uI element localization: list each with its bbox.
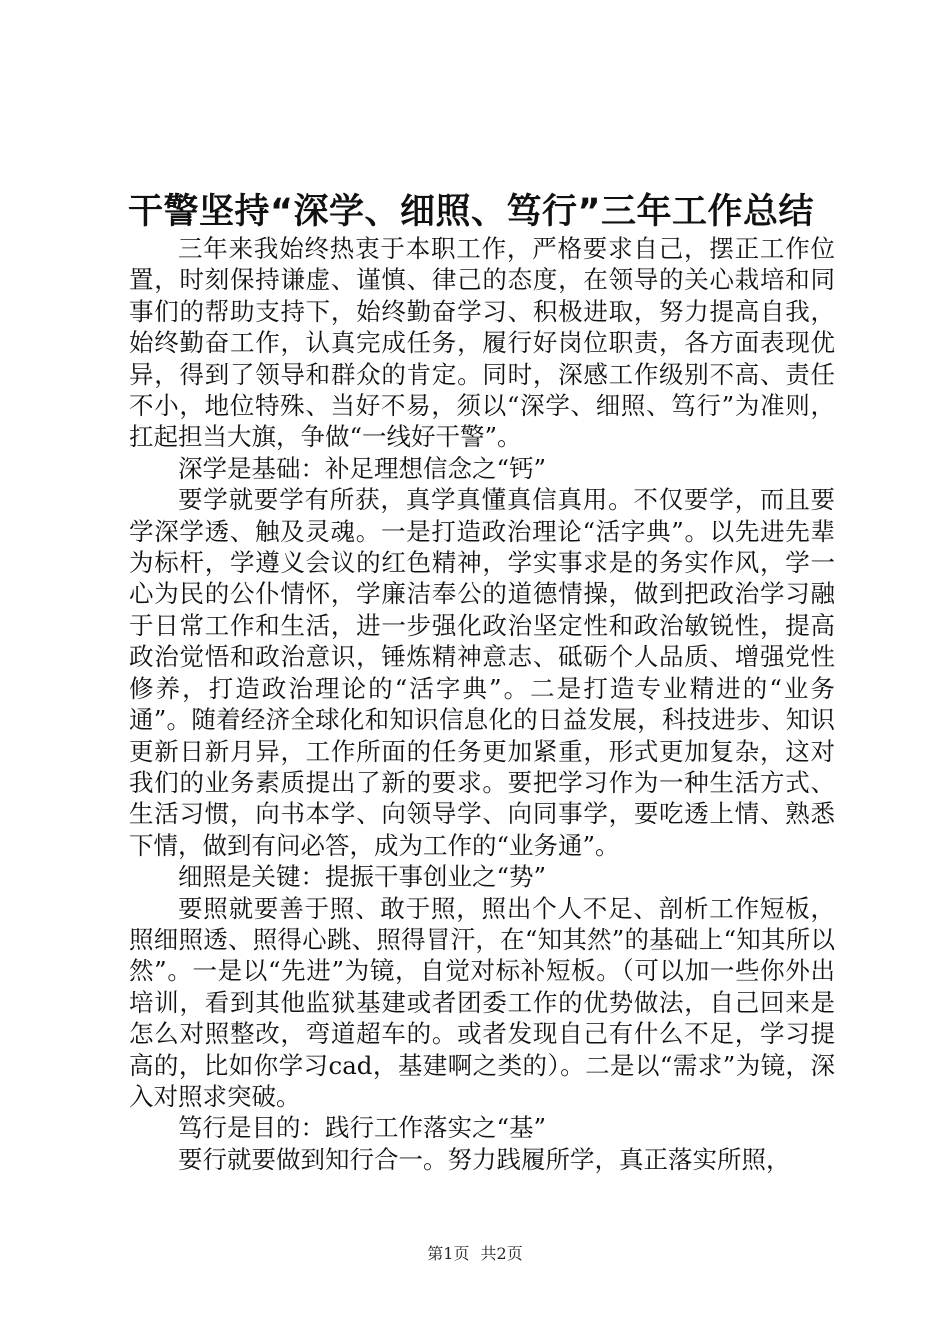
paragraph-careful-reflection: 要照就要善于照、敢于照，照出个人不足、剖析工作短板，照细照透、照得心跳、照得冒汗，在“知其然”的基础上“知其所以然”。一是以“先进”为镜，自觉对标补短板。（可以加一些你外出培训，看到其他监狱基建或者团委工作的优势做法，自己回来是怎么对照整改，弯道超车的。或者发现自己有什么不足，学习提高的，比如你学习cad，基建啊之类的）。二是以“需求”为镜，深入对照求突破。 [129, 893, 835, 1111]
paragraph-intro: 三年来我始终热衷于本职工作，严格要求自己，摆正工作位置，时刻保持谦虚、谨慎、律己的态度，在领导的关心栽培和同事们的帮助支持下，始终勤奋学习、积极进取，努力提高自我，始终勤奋工作，认真完成任务，履行好岗位职责，各方面表现优异，得到了领导和群众的肯定。同时，深感工作级别不高、责任不小，地位特殊、当好不易，须以“深学、细照、笃行”为准则，扛起担当大旗，争做“一线好干警”。 [129, 234, 835, 452]
document-body [129, 233, 835, 1175]
section-heading-deep-study: 深学是基础：补足理想信念之“钙” [178, 453, 547, 483]
section-heading-careful-reflection: 细照是关键：提振干事创业之“势” [178, 862, 547, 892]
page-number: 第1页 [427, 1244, 470, 1263]
page-footer [0, 1244, 950, 1264]
section-heading-earnest-practice: 笃行是目的：践行工作落实之“基” [178, 1113, 547, 1143]
document-title: 干警坚持“深学、细照、笃行”三年工作总结 [128, 192, 815, 232]
paragraph-earnest-practice: 要行就要做到知行合一。努力践履所学，真正落实所照， [178, 1144, 791, 1174]
page-total: 共2页 [480, 1244, 523, 1263]
paragraph-deep-study: 要学就要学有所获，真学真懂真信真用。不仅要学，而且要学深学透、触及灵魂。一是打造政治理论“活字典”。以先进先辈为标杆，学遵义会议的红色精神，学实事求是的务实作风，学一心为民的公仆情怀，学廉洁奉公的道德情操，做到把政治学习融于日常工作和生活，进一步强化政治坚定性和政治敏锐性，提高政治觉悟和政治意识，锤炼精神意志、砥砺个人品质、增强党性修养，打造政治理论的“活字典”。二是打造专业精进的“业务通”。随着经济全球化和知识信息化的日益发展，科技进步、知识更新日新月异，工作所面的任务更加紧重，形式更加复杂，这对我们的业务素质提出了新的要求。要把学习作为一种生活方式、生活习惯，向书本学、向领导学、向同事学，要吃透上情、熟悉下情，做到有问必答，成为工作的“业务通”。 [129, 485, 835, 860]
